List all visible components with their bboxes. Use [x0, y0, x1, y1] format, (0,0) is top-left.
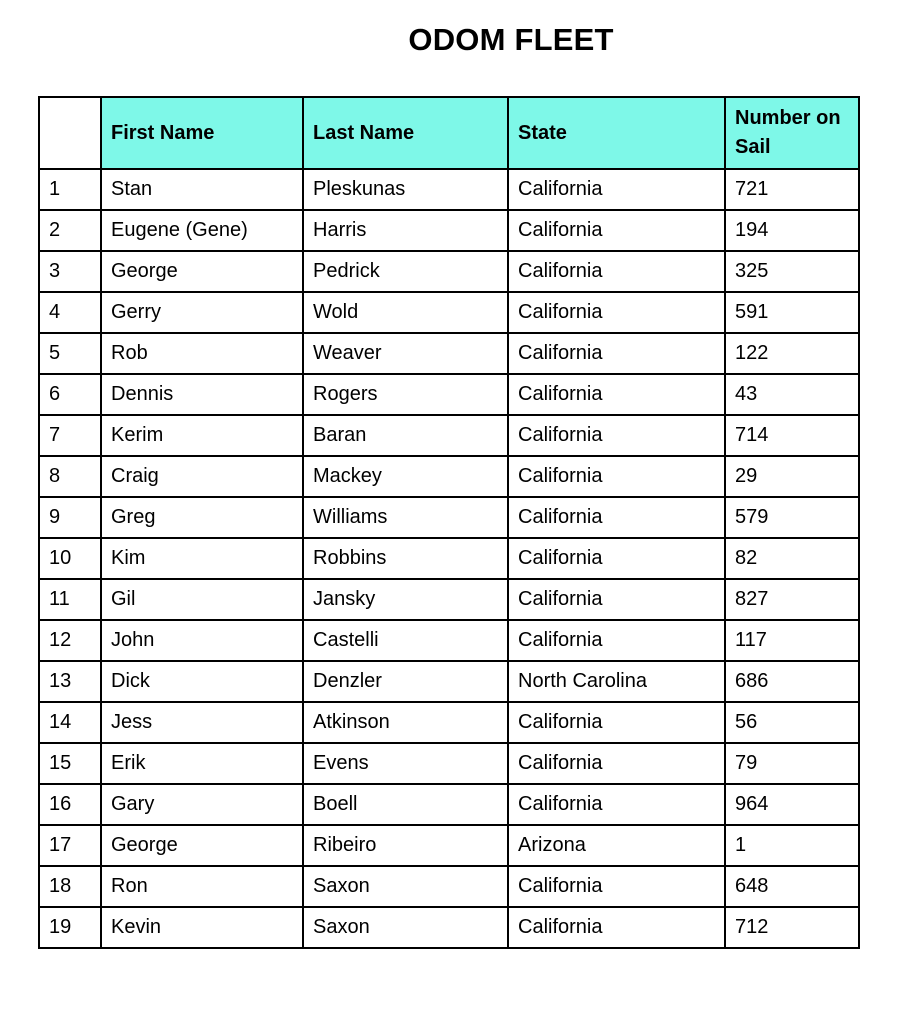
- cell-first-name: Ron: [101, 866, 303, 907]
- table-row: [39, 251, 859, 292]
- cell-state: California: [508, 866, 725, 907]
- cell-state: North Carolina: [508, 661, 725, 702]
- header-last-name: Last Name: [303, 97, 508, 169]
- cell-index: 17: [39, 825, 101, 866]
- table-row: [39, 866, 859, 907]
- cell-state: California: [508, 169, 725, 210]
- cell-index: 4: [39, 292, 101, 333]
- cell-index: 11: [39, 579, 101, 620]
- cell-state: California: [508, 415, 725, 456]
- fleet-table: [38, 96, 860, 949]
- cell-state: California: [508, 579, 725, 620]
- table-row: [39, 620, 859, 661]
- cell-last-name: Mackey: [303, 456, 508, 497]
- cell-state: California: [508, 743, 725, 784]
- cell-state: California: [508, 538, 725, 579]
- table-row: [39, 661, 859, 702]
- table-row: [39, 292, 859, 333]
- page-title: ODOM FLEET: [408, 22, 614, 57]
- cell-last-name: Jansky: [303, 579, 508, 620]
- cell-first-name: Dennis: [101, 374, 303, 415]
- cell-first-name: Greg: [101, 497, 303, 538]
- cell-number-on-sail: 579: [725, 497, 859, 538]
- cell-state: California: [508, 620, 725, 661]
- cell-index: 3: [39, 251, 101, 292]
- cell-last-name: Weaver: [303, 333, 508, 374]
- cell-number-on-sail: 117: [725, 620, 859, 661]
- cell-first-name: Stan: [101, 169, 303, 210]
- table-row: [39, 497, 859, 538]
- header-number-on-sail: Number on Sail: [725, 97, 859, 169]
- table-row: [39, 169, 859, 210]
- cell-first-name: Eugene (Gene): [101, 210, 303, 251]
- cell-index: 5: [39, 333, 101, 374]
- table-row: [39, 374, 859, 415]
- table-row: [39, 907, 859, 948]
- table-row: [39, 456, 859, 497]
- cell-last-name: Boell: [303, 784, 508, 825]
- cell-index: 8: [39, 456, 101, 497]
- cell-last-name: Atkinson: [303, 702, 508, 743]
- cell-state: California: [508, 784, 725, 825]
- cell-number-on-sail: 686: [725, 661, 859, 702]
- table-body: [39, 169, 859, 948]
- cell-first-name: Rob: [101, 333, 303, 374]
- cell-state: California: [508, 210, 725, 251]
- cell-number-on-sail: 964: [725, 784, 859, 825]
- cell-first-name: Dick: [101, 661, 303, 702]
- table-header: [39, 97, 859, 169]
- table-row: [39, 825, 859, 866]
- cell-index: 9: [39, 497, 101, 538]
- cell-first-name: Gerry: [101, 292, 303, 333]
- cell-number-on-sail: 648: [725, 866, 859, 907]
- cell-first-name: Craig: [101, 456, 303, 497]
- cell-first-name: Gil: [101, 579, 303, 620]
- cell-state: California: [508, 251, 725, 292]
- cell-index: 1: [39, 169, 101, 210]
- table-row: [39, 210, 859, 251]
- cell-state: California: [508, 497, 725, 538]
- cell-index: 10: [39, 538, 101, 579]
- cell-index: 12: [39, 620, 101, 661]
- cell-first-name: Gary: [101, 784, 303, 825]
- table-row: [39, 333, 859, 374]
- cell-last-name: Saxon: [303, 907, 508, 948]
- cell-last-name: Evens: [303, 743, 508, 784]
- cell-index: 16: [39, 784, 101, 825]
- cell-first-name: Kerim: [101, 415, 303, 456]
- cell-state: California: [508, 907, 725, 948]
- cell-first-name: George: [101, 251, 303, 292]
- cell-state: California: [508, 374, 725, 415]
- cell-number-on-sail: 714: [725, 415, 859, 456]
- cell-first-name: Kim: [101, 538, 303, 579]
- cell-number-on-sail: 712: [725, 907, 859, 948]
- cell-last-name: Harris: [303, 210, 508, 251]
- cell-state: California: [508, 702, 725, 743]
- cell-index: 13: [39, 661, 101, 702]
- cell-index: 15: [39, 743, 101, 784]
- cell-number-on-sail: 1: [725, 825, 859, 866]
- cell-last-name: Baran: [303, 415, 508, 456]
- cell-last-name: Ribeiro: [303, 825, 508, 866]
- cell-state: California: [508, 333, 725, 374]
- cell-last-name: Castelli: [303, 620, 508, 661]
- table-row: [39, 538, 859, 579]
- cell-number-on-sail: 56: [725, 702, 859, 743]
- cell-number-on-sail: 79: [725, 743, 859, 784]
- cell-number-on-sail: 325: [725, 251, 859, 292]
- cell-number-on-sail: 827: [725, 579, 859, 620]
- table-row: [39, 702, 859, 743]
- cell-index: 7: [39, 415, 101, 456]
- cell-first-name: Jess: [101, 702, 303, 743]
- cell-last-name: Pedrick: [303, 251, 508, 292]
- cell-number-on-sail: 29: [725, 456, 859, 497]
- table-row: [39, 415, 859, 456]
- table-row: [39, 784, 859, 825]
- cell-number-on-sail: 721: [725, 169, 859, 210]
- cell-first-name: Erik: [101, 743, 303, 784]
- cell-last-name: Rogers: [303, 374, 508, 415]
- table-row: [39, 743, 859, 784]
- cell-number-on-sail: 122: [725, 333, 859, 374]
- header-index: [39, 97, 101, 169]
- cell-state: Arizona: [508, 825, 725, 866]
- cell-first-name: Kevin: [101, 907, 303, 948]
- cell-last-name: Williams: [303, 497, 508, 538]
- cell-last-name: Wold: [303, 292, 508, 333]
- cell-number-on-sail: 591: [725, 292, 859, 333]
- cell-index: 2: [39, 210, 101, 251]
- cell-first-name: George: [101, 825, 303, 866]
- cell-last-name: Robbins: [303, 538, 508, 579]
- cell-state: California: [508, 292, 725, 333]
- cell-last-name: Pleskunas: [303, 169, 508, 210]
- cell-number-on-sail: 82: [725, 538, 859, 579]
- cell-last-name: Saxon: [303, 866, 508, 907]
- header-row: [39, 97, 859, 169]
- cell-index: 19: [39, 907, 101, 948]
- header-state: State: [508, 97, 725, 169]
- header-first-name: First Name: [101, 97, 303, 169]
- cell-number-on-sail: 43: [725, 374, 859, 415]
- cell-state: California: [508, 456, 725, 497]
- cell-index: 6: [39, 374, 101, 415]
- cell-number-on-sail: 194: [725, 210, 859, 251]
- table-row: [39, 579, 859, 620]
- cell-last-name: Denzler: [303, 661, 508, 702]
- cell-index: 14: [39, 702, 101, 743]
- cell-first-name: John: [101, 620, 303, 661]
- cell-index: 18: [39, 866, 101, 907]
